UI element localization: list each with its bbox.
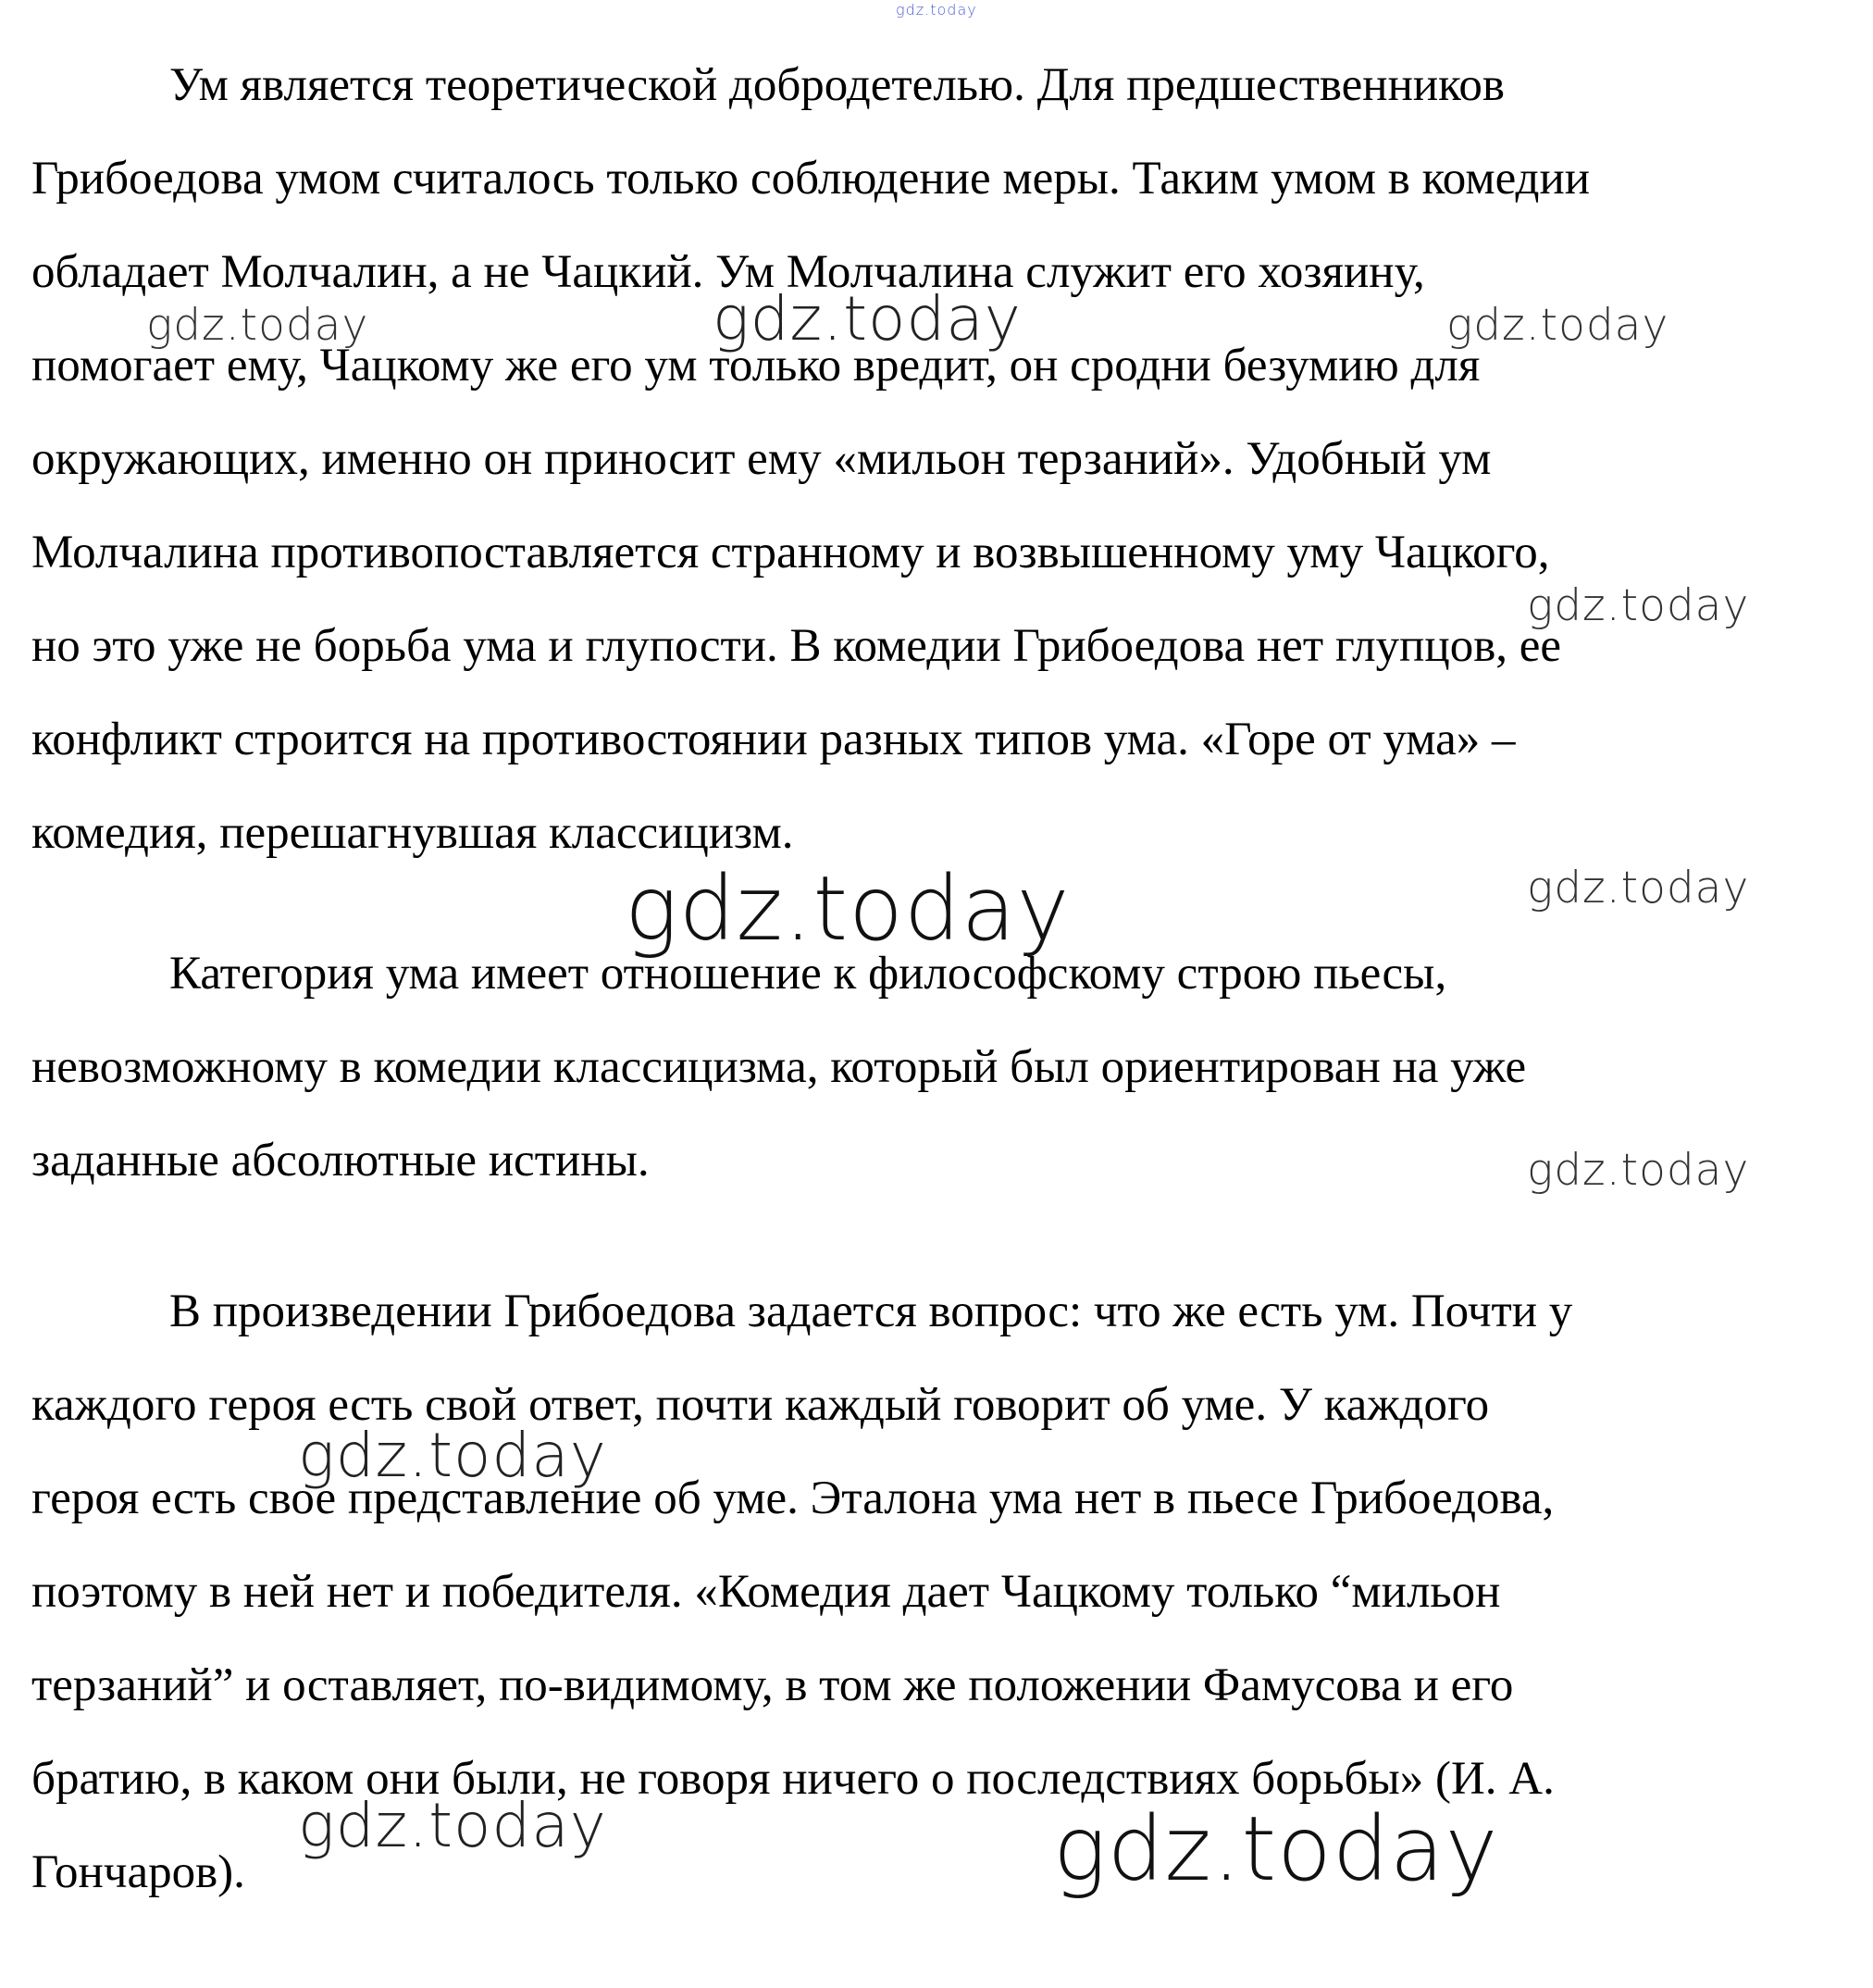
paragraph-3-line-2: каждого героя есть свой ответ, почти каждый говорит об уме. У каждого (31, 1379, 1490, 1431)
paragraph-2-line-3: заданные абсолютные истины. (31, 1135, 650, 1187)
paragraph-1-line-1: Ум является теоретической добродетелью. Для предшественников (169, 59, 1505, 111)
paragraph-1-line-6: Молчалина противопоставляется странному и возвышенному уму Чацкого, (31, 527, 1550, 578)
paragraph-1-line-2: Грибоедова умом считалось только соблюдение меры. Таким умом в комедии (31, 153, 1591, 205)
watermark: gdz.today (1527, 863, 1750, 913)
paragraph-3-line-1: В произведении Грибоедова задается вопрос: что же есть ум. Почти у (169, 1286, 1573, 1337)
paragraph-1-line-5: окружающих, именно он приносит ему «мильон терзаний». Удобный ум (31, 433, 1492, 485)
watermark: gdz.today (713, 283, 1022, 354)
paragraph-3-line-4: поэтому в ней нет и победителя. «Комедия дает Чацкому только “мильон (31, 1566, 1501, 1618)
paragraph-3-line-6: братию, в каком они были, не говоря ничего о последствиях борьбы» (И. А. (31, 1753, 1555, 1805)
watermark: gdz.today (146, 300, 369, 351)
paragraph-3-line-3: героя есть свое представление об уме. Эталона ума нет в пьесе Грибоедова, (31, 1472, 1555, 1524)
paragraph-1-line-4: помогает ему, Чацкому же его ум только вредит, он сродни безумию для (31, 340, 1481, 391)
paragraph-1-line-9: комедия, перешагнувшая классицизм. (31, 807, 794, 859)
watermark: gdz.today (298, 1790, 607, 1861)
paragraph-2-line-2: невозможному в комедии классицизма, который был ориентирован на уже (31, 1041, 1527, 1093)
watermark: gdz.today (1527, 580, 1750, 631)
watermark: gdz.today (1053, 1797, 1499, 1901)
watermark: gdz.today (1527, 1145, 1750, 1196)
paragraph-2-line-1: Категория ума имеет отношение к философскому строю пьесы, (169, 948, 1447, 1000)
paragraph-3-line-7: Гончаров). (31, 1846, 245, 1898)
paragraph-3-line-5: терзаний” и оставляет, по-видимому, в том же положении Фамусова и его (31, 1659, 1514, 1711)
paragraph-1-line-3: обладает Молчалин, а не Чацкий. Ум Молчалина служит его хозяину, (31, 246, 1425, 298)
header-watermark: gdz.today (896, 1, 977, 19)
watermark: gdz.today (1446, 300, 1669, 351)
watermark: gdz.today (298, 1420, 607, 1491)
watermark: gdz.today (625, 857, 1071, 961)
paragraph-1-line-7: но это уже не борьба ума и глупости. В комедии Грибоедова нет глупцов, ее (31, 620, 1562, 672)
paragraph-1-line-8: конфликт строится на противостоянии разных типов ума. «Горе от ума» – (31, 714, 1516, 765)
